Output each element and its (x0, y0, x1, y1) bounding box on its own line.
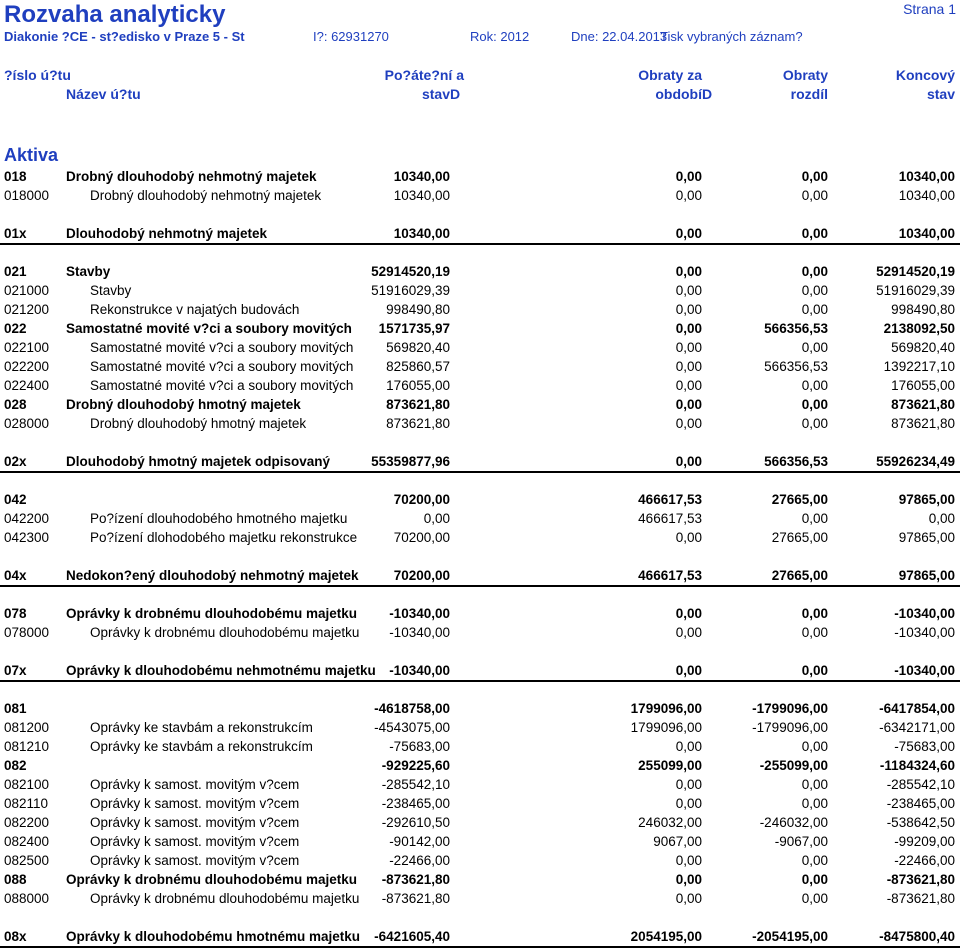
table-row (0, 376, 960, 395)
start-balance: -873621,80 (381, 872, 450, 887)
account-code: 021000 (4, 283, 50, 298)
account-code: 088 (4, 872, 27, 887)
start-balance: 70200,00 (393, 568, 450, 583)
turnover-debit: 0,00 (675, 397, 702, 412)
turnover-debit: 0,00 (675, 340, 702, 355)
end-balance: -10340,00 (894, 663, 955, 678)
account-code: 082110 (4, 796, 49, 811)
table-row (0, 528, 960, 547)
turnover-debit: 466617,53 (638, 568, 702, 583)
account-name: Nedokon?ený dlouhodobý nehmotný majetek (66, 568, 359, 583)
start-balance: -6421605,40 (374, 929, 450, 944)
account-code: 028000 (4, 416, 50, 431)
company-name: Diakonie ?CE - st?edisko v Praze 5 - St (4, 29, 245, 44)
turnover-difference: 0,00 (801, 188, 828, 203)
turnover-difference: 0,00 (801, 378, 828, 393)
turnover-difference: 0,00 (801, 891, 828, 906)
end-balance: -6342171,00 (879, 720, 955, 735)
table-row (0, 699, 960, 718)
turnover-debit: 0,00 (675, 359, 702, 374)
account-name: Oprávky ke stavbám a rekonstrukcím (90, 720, 313, 735)
turnover-difference: -9067,00 (774, 834, 828, 849)
table-row (0, 357, 960, 376)
table-row (0, 338, 960, 357)
account-name: Drobný dlouhodobý hmotný majetek (90, 416, 307, 431)
account-code: 081 (4, 701, 27, 716)
end-balance: -10340,00 (894, 625, 955, 640)
turnover-debit: 0,00 (675, 625, 702, 640)
report-title: Rozvaha analyticky (4, 1, 226, 28)
start-balance: 51916029,39 (371, 283, 450, 298)
turnover-debit: 0,00 (675, 321, 702, 336)
turnover-debit: 0,00 (675, 796, 702, 811)
table-row (0, 395, 960, 414)
account-name: Drobný dlouhodobý hmotný majetek (66, 397, 301, 412)
start-balance: 1571735,97 (378, 321, 450, 336)
table-row (0, 851, 960, 870)
turnover-difference: 27665,00 (771, 568, 828, 583)
account-code: 022100 (4, 340, 50, 355)
turnover-debit: 9067,00 (653, 834, 702, 849)
start-balance: -75683,00 (389, 739, 450, 754)
turnover-difference: 0,00 (801, 663, 828, 678)
table-row (0, 813, 960, 832)
table-total-row (0, 452, 960, 473)
turnover-debit: 0,00 (675, 226, 702, 241)
start-balance: 70200,00 (393, 530, 450, 545)
end-balance: 52914520,19 (876, 264, 955, 279)
table-total-row (0, 566, 960, 587)
end-balance: -1184324,60 (879, 758, 955, 773)
start-balance: -10340,00 (389, 606, 450, 621)
account-code: 082400 (4, 834, 50, 849)
table-row (0, 832, 960, 851)
turnover-difference: 0,00 (801, 777, 828, 792)
end-balance: 873621,80 (891, 397, 955, 412)
col-end-line1: Koncový (895, 67, 955, 83)
start-balance: -4618758,00 (374, 701, 450, 716)
table-row (0, 623, 960, 642)
end-balance: -238465,00 (886, 796, 955, 811)
account-code: 081200 (4, 720, 50, 735)
end-balance: 10340,00 (898, 169, 955, 184)
turnover-debit: 2054195,00 (630, 929, 702, 944)
account-name: Oprávky k drobnému dlouhodobému majetku (66, 606, 358, 621)
start-balance: 70200,00 (393, 492, 450, 507)
end-balance: -22466,00 (894, 853, 955, 868)
turnover-difference: 0,00 (801, 226, 828, 241)
end-balance: -75683,00 (894, 739, 955, 754)
start-balance: -90142,00 (389, 834, 450, 849)
col-account-no: ?íslo ú?tu (4, 67, 71, 83)
start-balance: 10340,00 (393, 188, 450, 203)
section-title: Aktiva (4, 145, 59, 165)
account-code: 022 (4, 321, 27, 336)
turnover-debit: 0,00 (675, 264, 702, 279)
end-balance: 873621,80 (891, 416, 955, 431)
start-balance: -4543075,00 (374, 720, 450, 735)
end-balance: 97865,00 (898, 568, 955, 583)
turnover-debit: 0,00 (675, 777, 702, 792)
end-balance: 10340,00 (898, 226, 955, 241)
table-row (0, 756, 960, 775)
turnover-difference: 0,00 (801, 416, 828, 431)
account-code: 021 (4, 264, 27, 279)
end-balance: -10340,00 (894, 606, 955, 621)
account-code: 028 (4, 397, 27, 412)
col-turnover-suffix: D (702, 86, 713, 102)
account-name: Oprávky k samost. movitým v?cem (90, 815, 300, 830)
turnover-debit: 0,00 (675, 169, 702, 184)
turnover-debit: 0,00 (675, 188, 702, 203)
turnover-difference: 0,00 (801, 397, 828, 412)
end-balance: -285542,10 (886, 777, 955, 792)
account-name: Oprávky k drobnému dlouhodobému majetku (90, 891, 360, 906)
report-date: Dne: 22.04.2013 (571, 29, 668, 44)
turnover-difference: 0,00 (801, 169, 828, 184)
turnover-debit: 0,00 (675, 454, 702, 469)
table-row (0, 889, 960, 908)
account-name: Samostatné movité v?ci a soubory movitých (90, 359, 354, 374)
account-name: Oprávky k samost. movitým v?cem (90, 853, 300, 868)
turnover-debit: 0,00 (675, 378, 702, 393)
start-balance: -238465,00 (381, 796, 450, 811)
account-code: 022400 (4, 378, 50, 393)
end-balance: 0,00 (928, 511, 955, 526)
turnover-difference: -255099,00 (759, 758, 828, 773)
turnover-difference: 566356,53 (764, 454, 828, 469)
start-balance: -292610,50 (381, 815, 450, 830)
account-name: Oprávky k drobnému dlouhodobému majetku (66, 872, 358, 887)
turnover-difference: 0,00 (801, 625, 828, 640)
end-balance: 10340,00 (898, 188, 955, 203)
turnover-debit: 246032,00 (638, 815, 702, 830)
turnover-difference: 0,00 (801, 302, 828, 317)
account-code: 02x (4, 454, 27, 469)
start-balance: -873621,80 (381, 891, 450, 906)
start-balance: 10340,00 (393, 226, 450, 241)
turnover-difference: 0,00 (801, 606, 828, 621)
turnover-debit: 0,00 (675, 891, 702, 906)
account-name: Po?ízení dlohodobého majetku rekonstrukce (90, 530, 358, 545)
account-code: 08x (4, 929, 27, 944)
page-number: Strana 1 (903, 1, 956, 17)
account-code: 082200 (4, 815, 50, 830)
end-balance: 51916029,39 (876, 283, 955, 298)
start-balance: 569820,40 (386, 340, 450, 355)
turnover-debit: 0,00 (675, 530, 702, 545)
table-row (0, 319, 960, 338)
table-total-row (0, 661, 960, 682)
table-row (0, 281, 960, 300)
account-name: Oprávky ke stavbám a rekonstrukcím (90, 739, 313, 754)
account-name: Oprávky k samost. movitým v?cem (90, 834, 300, 849)
account-name: Drobný dlouhodobý nehmotný majetek (90, 188, 322, 203)
table-row (0, 414, 960, 433)
table-row (0, 490, 960, 509)
account-name: Oprávky k drobnému dlouhodobému majetku (90, 625, 360, 640)
table-row (0, 167, 960, 186)
turnover-debit: 466617,53 (638, 492, 702, 507)
account-code: 022200 (4, 359, 50, 374)
account-name: Samostatné movité v?ci a soubory movitých (66, 321, 352, 336)
account-name: Po?ízení dlouhodobého hmotného majetku (90, 511, 348, 526)
account-code: 078 (4, 606, 27, 621)
account-name: Drobný dlouhodobý nehmotný majetek (66, 169, 317, 184)
end-balance: -8475800,40 (879, 929, 955, 944)
account-code: 018 (4, 169, 27, 184)
turnover-debit: 0,00 (675, 853, 702, 868)
end-balance: -873621,80 (886, 872, 955, 887)
start-balance: -285542,10 (381, 777, 450, 792)
print-selected-label: Tisk vybraných záznam? (660, 29, 803, 44)
col-diff-line2: rozdíl (790, 86, 828, 102)
table-total-row (0, 927, 960, 948)
turnover-debit: 0,00 (675, 739, 702, 754)
account-code: 088000 (4, 891, 50, 906)
start-balance: -10340,00 (389, 625, 450, 640)
turnover-difference: 27665,00 (771, 492, 828, 507)
account-code: 082 (4, 758, 27, 773)
turnover-difference: 0,00 (801, 264, 828, 279)
account-name: Stavby (66, 264, 111, 279)
table-row (0, 870, 960, 889)
start-balance: 55359877,96 (371, 454, 450, 469)
account-code: 081210 (4, 739, 50, 754)
turnover-difference: -1799096,00 (752, 701, 828, 716)
turnover-difference: 0,00 (801, 283, 828, 298)
col-account-name: Název ú?tu (66, 86, 141, 102)
start-balance: -929225,60 (381, 758, 450, 773)
turnover-difference: -246032,00 (759, 815, 828, 830)
account-name: Dlouhodobý nehmotný majetek (66, 226, 268, 241)
table-row (0, 775, 960, 794)
col-start-line1: Po?áte?ní a (384, 67, 464, 83)
table-row (0, 794, 960, 813)
col-turnover-line1: Obraty za (638, 67, 702, 83)
turnover-difference: 0,00 (801, 853, 828, 868)
turnover-difference: -2054195,00 (752, 929, 828, 944)
turnover-difference: 566356,53 (764, 321, 828, 336)
turnover-debit: 1799096,00 (630, 701, 702, 716)
account-name: Rekonstrukce v najatých budovách (90, 302, 300, 317)
end-balance: 569820,40 (891, 340, 955, 355)
account-code: 018000 (4, 188, 50, 203)
account-code: 082100 (4, 777, 50, 792)
turnover-debit: 1799096,00 (630, 720, 702, 735)
start-balance: 176055,00 (386, 378, 450, 393)
account-name: Samostatné movité v?ci a soubory movitých (90, 378, 354, 393)
start-balance: 998490,80 (386, 302, 450, 317)
account-code: 042 (4, 492, 27, 507)
turnover-difference: 0,00 (801, 796, 828, 811)
turnover-debit: 0,00 (675, 663, 702, 678)
account-name: Stavby (90, 283, 132, 298)
table-row (0, 186, 960, 205)
turnover-debit: 0,00 (675, 283, 702, 298)
account-code: 04x (4, 568, 27, 583)
account-code: 042200 (4, 511, 50, 526)
account-code: 082500 (4, 853, 50, 868)
turnover-debit: 0,00 (675, 606, 702, 621)
end-balance: -538642,50 (886, 815, 955, 830)
turnover-difference: 27665,00 (771, 530, 828, 545)
start-balance: 10340,00 (393, 169, 450, 184)
turnover-difference: 0,00 (801, 511, 828, 526)
table-row (0, 262, 960, 281)
start-balance: 873621,80 (386, 397, 450, 412)
end-balance: -99209,00 (894, 834, 955, 849)
account-name: Oprávky k samost. movitým v?cem (90, 777, 300, 792)
turnover-difference: 566356,53 (764, 359, 828, 374)
table-row (0, 509, 960, 528)
end-balance: 176055,00 (891, 378, 955, 393)
account-code: 07x (4, 663, 27, 678)
end-balance: 998490,80 (891, 302, 955, 317)
col-turnover-line2: období (655, 86, 702, 102)
turnover-debit: 255099,00 (638, 758, 702, 773)
end-balance: 97865,00 (898, 530, 955, 545)
account-name: Oprávky k dlouhodobému nehmotnému majetku (66, 663, 376, 678)
end-balance: -6417854,00 (879, 701, 955, 716)
col-end-line2: stav (926, 86, 955, 102)
start-balance: 0,00 (423, 511, 450, 526)
start-balance: 825860,57 (386, 359, 450, 374)
col-start-line2: stav (421, 86, 450, 102)
start-balance: -22466,00 (389, 853, 450, 868)
report-year: Rok: 2012 (470, 29, 530, 44)
turnover-debit: 0,00 (675, 872, 702, 887)
account-name: Oprávky k samost. movitým v?cem (90, 796, 300, 811)
turnover-difference: 0,00 (801, 340, 828, 355)
turnover-difference: 0,00 (801, 872, 828, 887)
table-row (0, 737, 960, 756)
turnover-difference: -1799096,00 (752, 720, 828, 735)
account-code: 078000 (4, 625, 50, 640)
table-total-row (0, 224, 960, 245)
company-ico: I?: 62931270 (313, 29, 389, 44)
turnover-debit: 0,00 (675, 416, 702, 431)
end-balance: 55926234,49 (876, 454, 955, 469)
start-balance: 52914520,19 (371, 264, 450, 279)
start-balance: -10340,00 (389, 663, 450, 678)
turnover-difference: 0,00 (801, 739, 828, 754)
end-balance: 1392217,10 (883, 359, 955, 374)
end-balance: 97865,00 (898, 492, 955, 507)
turnover-debit: 0,00 (675, 302, 702, 317)
account-code: 042300 (4, 530, 50, 545)
end-balance: 2138092,50 (883, 321, 955, 336)
account-name: Oprávky k dlouhodobému hmotnému majetku (66, 929, 361, 944)
start-balance: 873621,80 (386, 416, 450, 431)
account-code: 021200 (4, 302, 50, 317)
col-start-suffix: D (450, 86, 461, 102)
table-row (0, 604, 960, 623)
col-diff-line1: Obraty (782, 67, 828, 83)
table-row (0, 300, 960, 319)
account-name: Samostatné movité v?ci a soubory movitých (90, 340, 354, 355)
table-row (0, 718, 960, 737)
end-balance: -873621,80 (886, 891, 955, 906)
account-name: Dlouhodobý hmotný majetek odpisovaný (66, 454, 331, 469)
turnover-debit: 466617,53 (638, 511, 702, 526)
account-code: 01x (4, 226, 27, 241)
